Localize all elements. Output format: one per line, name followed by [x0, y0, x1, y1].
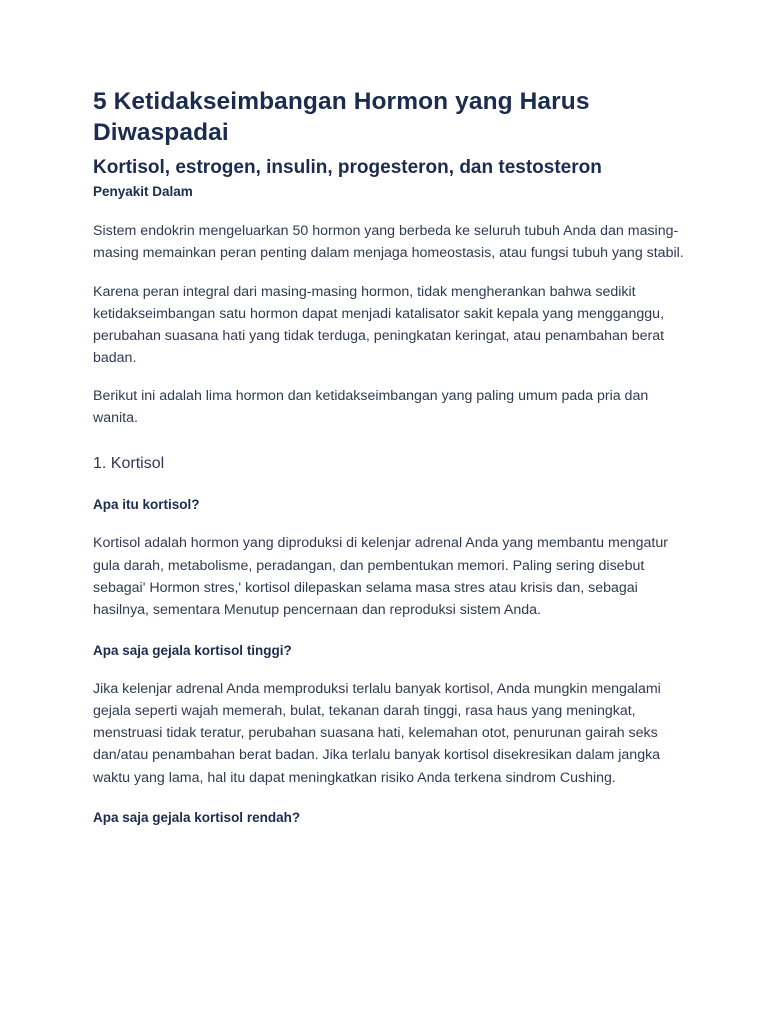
question-heading: Apa saja gejala kortisol tinggi?	[93, 642, 292, 658]
intro-paragraph: Sistem endokrin mengeluarkan 50 hormon yang berbeda ke seluruh tubuh Anda dan masing-masing memainkan peran penting dalam menjaga homeostasis, atau fungsi tubuh yang stabil.	[93, 223, 684, 262]
answer-paragraph: Kortisol adalah hormon yang diproduksi di kelenjar adrenal Anda yang membantu mengatur gula darah, metabolisme, peradangan, dan pembentukan memori. Paling sering disebut sebagai' Hormon stres,' kortisol dilepaskan selama masa stres atau krisis dan, sebagai hasilnya, sementara Menutup pencernaan dan reproduksi sistem Anda.	[93, 535, 668, 619]
section-heading: 1. Kortisol	[93, 455, 165, 473]
article	[93, 86, 693, 828]
intro-paragraph: Berikut ini adalah lima hormon dan ketidakseimbangan yang paling umum pada pria dan wanita.	[93, 387, 649, 427]
intro-paragraph: Karena peran integral dari masing-masing hormon, tidak mengherankan bahwa sedikit ketidakseimbangan satu hormon dapat menjadi katalisator sakit kepala yang mengganggu, perubahan suasana hati yang tidak terduga, peningkatan keringat, atau penambahan berat badan.	[93, 283, 665, 367]
article-title: 5 Ketidakseimbangan Hormon yang Harus Diwaspadai	[93, 88, 590, 146]
article-subtitle: Kortisol, estrogen, insulin, progesteron, dan testosteron	[93, 157, 602, 178]
question-heading: Apa saja gejala kortisol rendah?	[93, 810, 301, 826]
article-category: Penyakit Dalam	[93, 184, 193, 199]
answer-paragraph: Jika kelenjar adrenal Anda memproduksi terlalu banyak kortisol, Anda mungkin mengalami gejala seperti wajah memerah, bulat, tekanan darah tinggi, rasa haus yang meningkat, menstruasi tidak teratur, perubahan suasana hati, kelemahan otot, penurunan gairah seks dan/atau penambahan berat badan. Jika terlalu banyak kortisol disekresikan dalam jangka waktu yang lama, hal itu dapat meningkatkan risiko Anda terkena sindrom Cushing.	[93, 680, 661, 786]
question-heading: Apa itu kortisol?	[93, 497, 200, 513]
